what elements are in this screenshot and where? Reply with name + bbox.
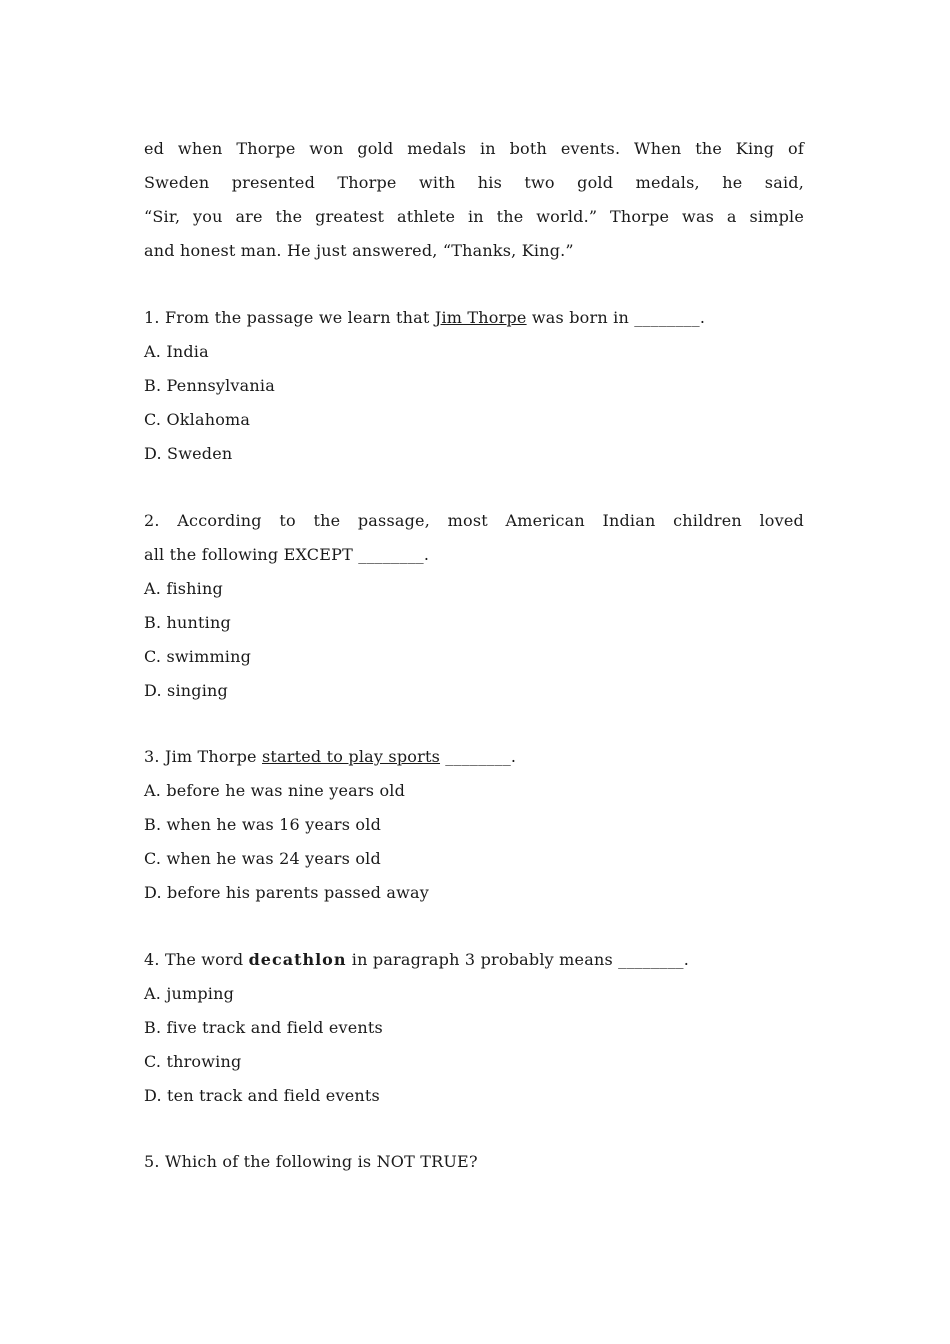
question-3-option-b: B. when he was 16 years old [144, 815, 382, 834]
question-4-option-c: C. throwing [144, 1052, 242, 1071]
question-1-option-d: D. Sweden [144, 444, 233, 463]
passage-line-4: and honest man. He just answered, “Thanks, King.” [144, 241, 574, 260]
question-1-stem-underlined: Jim Thorpe [434, 308, 527, 327]
question-4-option-b: B. five track and field events [144, 1018, 383, 1037]
question-1-stem-pre: 1. From the passage we learn that [144, 308, 435, 327]
question-4-stem-bold-word: decathlon [248, 950, 347, 969]
question-4-stem-pre: 4. The word [144, 950, 249, 969]
question-1-stem [144, 307, 705, 329]
question-2-option-a: A. fishing [144, 579, 223, 598]
question-1-option-c: C. Oklahoma [144, 410, 251, 429]
passage-line-1: ed when Thorpe won gold medals in both events. When the King of [144, 139, 804, 158]
question-5-stem: 5. Which of the following is NOT TRUE? [144, 1152, 478, 1171]
question-4-stem-post: in paragraph 3 probably means ________. [346, 950, 690, 969]
question-1-stem-post: was born in ________. [526, 308, 706, 327]
question-3-option-d: D. before his parents passed away [144, 883, 429, 902]
question-3-stem-underlined: started to play sports [262, 747, 441, 766]
question-2-option-c: C. swimming [144, 647, 252, 666]
passage-line-3: “Sir, you are the greatest athlete in the world.” Thorpe was a simple [144, 207, 804, 226]
question-4-option-d: D. ten track and field events [144, 1086, 380, 1105]
question-3-stem-post: ________. [440, 747, 517, 766]
question-3-option-c: C. when he was 24 years old [144, 849, 381, 868]
passage-line-2: Sweden presented Thorpe with his two gold medals, he said, [144, 173, 804, 192]
question-3-stem-pre: 3. Jim Thorpe [144, 747, 262, 766]
question-2-option-b: B. hunting [144, 613, 231, 632]
question-4-stem [144, 949, 689, 971]
question-3-stem [144, 746, 516, 768]
question-4-option-a: A. jumping [144, 984, 235, 1003]
question-2-stem-line-1: 2. According to the passage, most American Indian children loved [144, 511, 804, 530]
question-2-option-d: D. singing [144, 681, 228, 700]
question-1-option-b: B. Pennsylvania [144, 376, 275, 395]
question-2-stem-line-2: all the following EXCEPT ________. [144, 545, 430, 564]
question-1-option-a: A. India [144, 342, 209, 361]
question-3-option-a: A. before he was nine years old [144, 781, 406, 800]
